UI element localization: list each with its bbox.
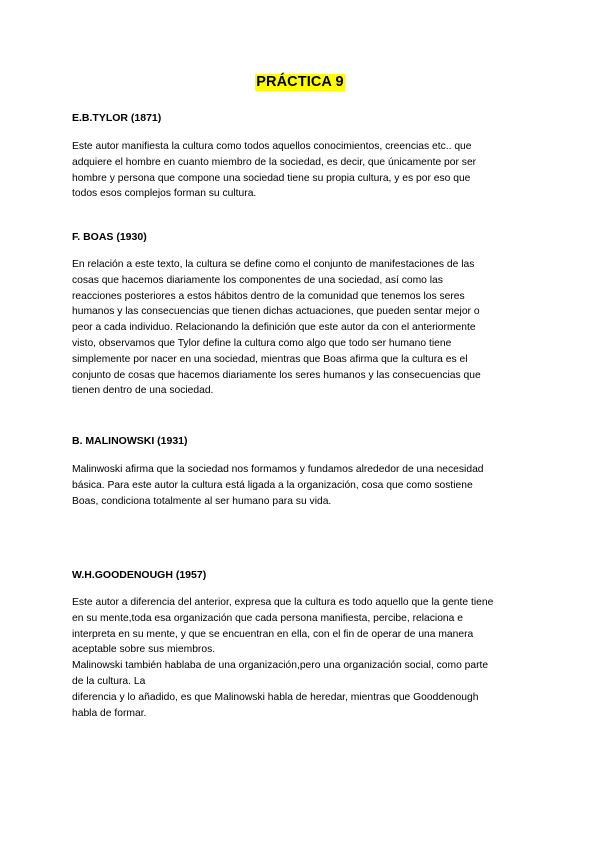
paragraph-line: cosas que hacemos diariamente los componentes de una sociedad, así como las <box>72 274 443 286</box>
paragraph-line: visto, observamos que Tylor define la cultura como algo que todo ser humano tiene <box>72 337 452 349</box>
paragraph-line: diferencia y lo añadido, es que Malinowski habla de heredar, mientras que Gooddenough <box>72 691 479 703</box>
paragraph-line: básica. Para este autor la cultura está ligada a la organización, cosa que como sostiene <box>72 479 473 491</box>
paragraph-line: simplemente por nacer en una sociedad, mientras que Boas afirma que la cultura es el <box>72 353 468 365</box>
paragraph-line: interpreta en su mente, y que se encuentran en ella, con el fin de operar de una manera <box>72 628 474 640</box>
split-line-right: La <box>133 675 146 687</box>
paragraph-line: todos esos complejos forman su cultura. <box>72 188 257 200</box>
section-heading-goodenough: W.H.GOODENOUGH (1957) <box>72 569 207 581</box>
paragraph-line: adquiere el hombre en cuanto miembro de la sociedad, es decir, que únicamente por ser <box>72 156 477 168</box>
section-body-goodenough <box>72 595 518 721</box>
page-title: PRÁCTICA 9 <box>256 74 344 90</box>
section-body-malinowski <box>72 462 518 509</box>
paragraph-line: reacciones posteriores a estos hábitos dentro de la comunidad que tenemos los seres <box>72 290 465 302</box>
paragraph-line: conjunto de cosas que hacemos diariamente los seres humanos y las consecuencias que <box>72 369 481 381</box>
paragraph-line: aceptable sobre sus miembros. <box>72 644 216 656</box>
paragraph-line: peor a cada individuo. Relacionando la definición que este autor da con el anteriormente <box>72 322 476 334</box>
paragraph-line: Boas, condiciona totalmente al ser humano para su vida. <box>72 495 332 507</box>
paragraph-line: Este autor a diferencia del anterior, expresa que la cultura es todo aquello que la gente tiene <box>72 597 494 608</box>
section-heading-tylor: E.B.TYLOR (1871) <box>72 112 162 124</box>
paragraph-line: Este autor manifiesta la cultura como todos aquellos conocimientos, creencias etc.. que <box>72 141 472 152</box>
paragraph-line: hombre y persona que compone una sociedad tiene su propia cultura, y es por eso que <box>72 172 471 184</box>
section-heading-boas: F. BOAS (1930) <box>72 231 147 243</box>
section-body-tylor <box>72 139 518 202</box>
paragraph-line: En relación a este texto, la cultura se define como el conjunto de manifestaciones de las <box>72 259 475 270</box>
paragraph-line: humanos y las consecuencias que tienen dichas actuaciones, que pueden sentar mejor o <box>72 306 480 318</box>
paragraph-line: tienen dentro de una sociedad. <box>72 385 214 397</box>
paragraph-line: Malinwoski afirma que la sociedad nos formamos y fundamos alrededor de una necesidad <box>72 464 484 475</box>
paragraph-split-line <box>72 674 512 690</box>
section-heading-malinowski: B. MALINOWSKI (1931) <box>72 435 188 447</box>
split-line-left: de la cultura. <box>72 675 131 687</box>
paragraph-line: habla de formar. <box>72 707 147 719</box>
section-body-boas <box>72 257 518 399</box>
title-container <box>0 73 600 91</box>
paragraph-line: Malinowski también hablaba de una organización,pero una organización social, como parte <box>72 660 489 672</box>
paragraph-line: en su mente,toda esa organización que cada persona manifiesta, percibe, relaciona e <box>72 612 463 624</box>
